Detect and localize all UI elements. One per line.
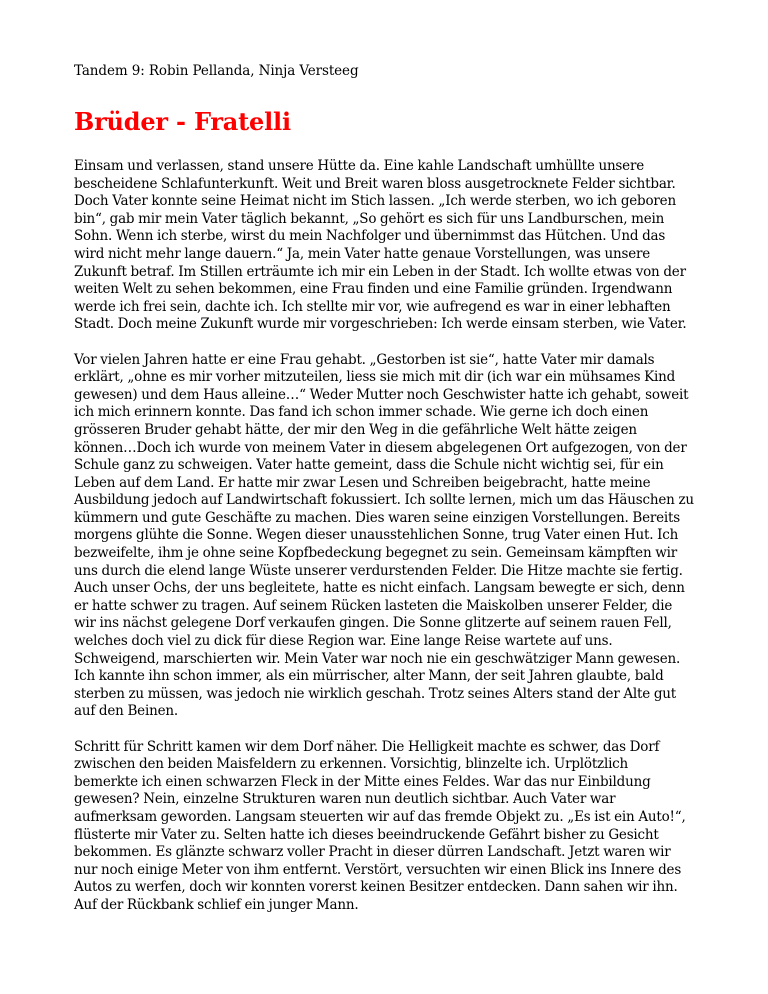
document-title: Brüder - Fratelli	[74, 107, 291, 136]
paragraph-2: Vor vielen Jahren hatte er eine Frau gehabt. „Gestorben ist sie“, hatte Vater mir damals erklärt, „ohne es mir vorher mitzuteilen, liess sie mich mit dir (ich war ein mühsames Kind gewesen) und dem Haus alleine…“ Weder Mutter noch Geschwister hatte ich gehabt, soweit ich mich erinnern konnte. Das fand ich schon immer schade. Wie gerne ich doch einen grösseren Bruder gehabt hätte, der mir den Weg in die gefährliche Welt hätte zeigen können…Doch ich wurde von meinem Vater in diesem abgelegenen Ort aufgezogen, von der Schule ganz zu schweigen. Vater hatte gemeint, dass die Schule nicht wichtig sei, für ein Leben auf dem Land. Er hatte mir zwar Lesen und Schreiben beigebracht, hatte meine Ausbildung jedoch auf Landwirtschaft fokussiert. Ich sollte lernen, mich um das Häuschen zu kümmern und gute Geschäfte zu machen. Dies waren seine einzigen Vorstellungen. Bereits morgens glühte die Sonne. Wegen dieser unausstehlichen Sonne, trug Vater einen Hut. Ich bezweifelte, ihm je ohne seine Kopfbedeckung begegnet zu sein. Gemeinsam kämpften wir uns durch die elend lange Wüste unserer verdurstenden Felder. Die Hitze machte sie fertig. Auch unser Ochs, der uns begleitete, hatte es nicht einfach. Langsam bewegte er sich, denn er hatte schwer zu tragen. Auf seinem Rücken lasteten die Maiskolben unserer Felder, die wir ins nächst gelegene Dorf verkaufen gingen. Die Sonne glitzerte auf seinem rauen Fell, welches doch viel zu dick für diese Region war. Eine lange Reise wartete auf uns. Schweigend, marschierten wir. Mein Vater war noch nie ein geschwätziger Mann gewesen. Ich kannte ihn schon immer, als ein mürrischer, alter Mann, der seit Jahren glaubte, bald sterben zu müssen, was jedoch nie wirklich geschah. Trotz seines Alters stand der Alte gut auf den Beinen.	[74, 351, 694, 720]
paragraph-3: Schritt für Schritt kamen wir dem Dorf näher. Die Helligkeit machte es schwer, das Dorf zwischen den beiden Maisfeldern zu erkennen. Vorsichtig, blinzelte ich. Urplötzlich bemerkte ich einen schwarzen Fleck in der Mitte eines Feldes. War das nur Einbildung gewesen? Nein, einzelne Strukturen waren nun deutlich sichtbar. Auch Vater war aufmerksam geworden. Langsam steuerten wir auf das fremde Objekt zu. „Es ist ein Auto!“, flüsterte mir Vater zu. Selten hatte ich dieses beeindruckende Gefährt bisher zu Gesicht bekommen. Es glänzte schwarz voller Pracht in dieser dürren Landschaft. Jetzt waren wir nur noch einige Meter von ihm entfernt. Verstört, versuchten wir einen Blick ins Innere des Autos zu werfen, doch wir konnten vorerst keinen Besitzer entdecken. Dann sahen wir ihn. Auf der Rückbank schlief ein junger Mann.	[74, 738, 686, 913]
paragraph-1: Einsam und verlassen, stand unsere Hütte da. Eine kahle Landschaft umhüllte unsere bescheidene Schlafunterkunft. Weit und Breit waren bloss ausgetrocknete Felder sichtbar. Doch Vater konnte seine Heimat nicht im Stich lassen. „Ich werde sterben, wo ich geboren bin“, gab mir mein Vater täglich bekannt, „So gehört es sich für uns Landburschen, mein Sohn. Wenn ich sterbe, wirst du mein Nachfolger und übernimmst das Hütchen. Und das wird nicht mehr lange dauern.“ Ja, mein Vater hatte genaue Vorstellungen, was unsere Zukunft betraf. Im Stillen erträumte ich mir ein Leben in der Stadt. Ich wollte etwas von der weiten Welt zu sehen bekommen, eine Frau finden und eine Familie gründen. Irgendwann werde ich frei sein, dachte ich. Ich stellte mir vor, wie aufregend es war in einer lebhaften Stadt. Doch meine Zukunft wurde mir vorgeschrieben: Ich werde einsam sterben, wie Vater.	[74, 158, 687, 333]
header-authors: Tandem 9: Robin Pellanda, Ninja Versteeg	[74, 63, 359, 79]
body-text	[74, 158, 694, 915]
